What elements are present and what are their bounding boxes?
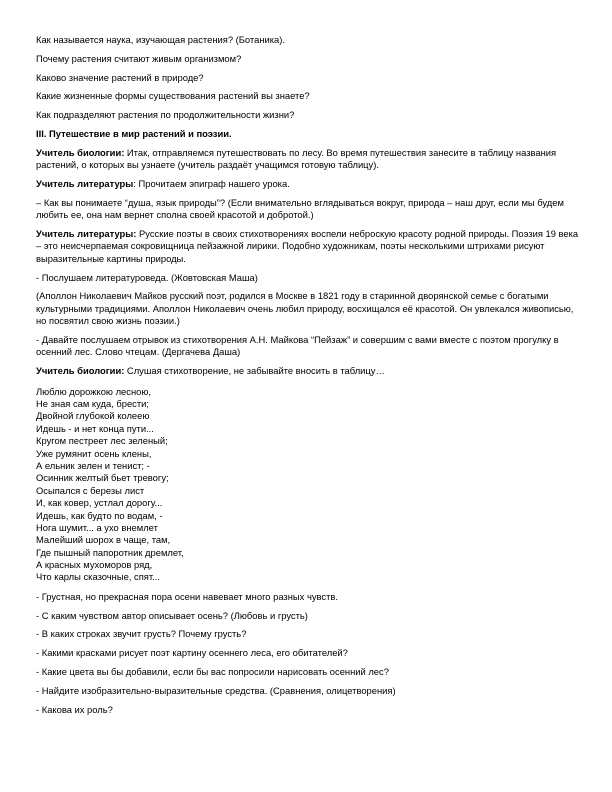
poem-line: Люблю дорожкою лесною, [36, 385, 151, 397]
poem-line: Осинник желтый бьет тревогу; [36, 472, 169, 484]
paragraph-text: Русские поэты в своих стихотворениях воспели неброскую красоту родной природы. Поэзия 19 века – это неисчерпаемая сокровищница пейзажной лирики. Подобно художникам, поэты несколькими штрихами рисуют выразительные картины природы. [36, 227, 579, 264]
paragraph-text: Итак, отправляемся путешествовать по лесу. Во время путешествия занесите в таблицу названия растений, о которых вы узнаете (учитель раздаёт учащимся готовую таблицу). [36, 146, 557, 171]
discussion-line: - С каким чувством автор описывает осень? (Любовь и грусть) [36, 609, 308, 621]
discussion-line: - В каких строках звучит грусть? Почему грусть? [36, 628, 247, 640]
poem-line: Двойной глубокой колеею [36, 410, 150, 422]
speaker-label: Учитель литературы: [36, 227, 137, 239]
question-4: Какие жизненные формы существования растений вы знаете? [36, 90, 310, 102]
paragraph-text: : Прочитаем эпиграф нашего урока. [133, 177, 290, 189]
paragraph-text: Слушая стихотворение, не забывайте вносить в таблицу… [124, 365, 385, 377]
question-3: Каково значение растений в природе? [36, 71, 204, 83]
section-heading: III. Путешествие в мир растений и поэзии. [36, 127, 232, 139]
speaker-label: Учитель биологии: [36, 365, 125, 377]
poem-line: Осыпался с березы лист [36, 484, 145, 496]
poem-line: А красных мухоморов ряд, [36, 559, 153, 571]
poem-line: Нога шумит... а ухо внемлет [36, 521, 158, 533]
discussion-line: - Какова их роль? [36, 703, 113, 715]
poem-block [36, 386, 580, 584]
poem-line: Малейший шорох в чаще, там, [36, 534, 171, 546]
discussion-line: - Грустная, но прекрасная пора осени навевает много разных чувств. [36, 590, 338, 602]
question-2: Почему растения считают живым организмом? [36, 52, 242, 64]
speaker-label: Учитель биологии: [36, 146, 125, 158]
speaker-label: Учитель литературы [36, 177, 134, 189]
poem-line: Идешь - и нет конца пути... [36, 422, 154, 434]
reading-invitation: - Давайте послушаем отрывок из стихотворения А.Н. Майкова “Пейзаж” и совершим с вами вместе с поэтом прогулку в осенний лес. Слово чтецам. (Дергачева Даша) [36, 334, 559, 358]
paragraph-literature-teacher-2 [36, 228, 580, 265]
discussion-line: - Какими красками рисует поэт картину осеннего леса, его обитателей? [36, 647, 348, 659]
poem-line: Уже румянит осень клены, [36, 447, 152, 459]
document-page [36, 34, 580, 722]
poem-line: Не зная сам куда, брести; [36, 398, 150, 409]
question-1: Как называется наука, изучающая растения? (Ботаника). [36, 34, 285, 45]
poem-line: А ельник зелен и тенист; - [36, 459, 150, 471]
paragraph-biology-teacher-2 [36, 365, 580, 377]
paragraph-biology-teacher-1 [36, 147, 580, 172]
poem-line: Что карлы сказочные, спят... [36, 571, 160, 583]
paragraph-literature-teacher-1 [36, 178, 580, 190]
discussion-line: - Найдите изобразительно-выразительные средства. (Сравнения, олицетворения) [36, 684, 396, 696]
discussion-line: - Какие цвета вы бы добавили, если бы вас попросили нарисовать осенний лес? [36, 666, 389, 678]
maykov-biography: (Аполлон Николаевич Майков русский поэт, родился в Москве в 1821 году в старинной дворянской семье с богатыми культурными традициями. Аполлон Николаевич очень любил природу, восхищался её красотой. Он увлекался живописью, но посвятил свою жизнь поэзии.) [36, 290, 574, 327]
poem-line: Идешь, как будто по водам, - [36, 509, 163, 521]
question-5: Как подразделяют растения по продолжительности жизни? [36, 109, 295, 121]
poem-line: Кругом пестреет лес зеленый; [36, 435, 168, 447]
poem-line: Где пышный папоротник дремлет, [36, 546, 184, 558]
poem-line: И, как ковер, устлал дорогу... [36, 497, 163, 509]
listen-critic-line: - Послушаем литературоведа. (Жовтовская Маша) [36, 271, 258, 283]
epigraph-question: – Как вы понимаете “душа, язык природы”? (Если внимательно вглядываться вокруг, природа – наш друг, если мы будем любить ее, она нам вернет сполна своей красотой и добротой.) [36, 196, 564, 221]
